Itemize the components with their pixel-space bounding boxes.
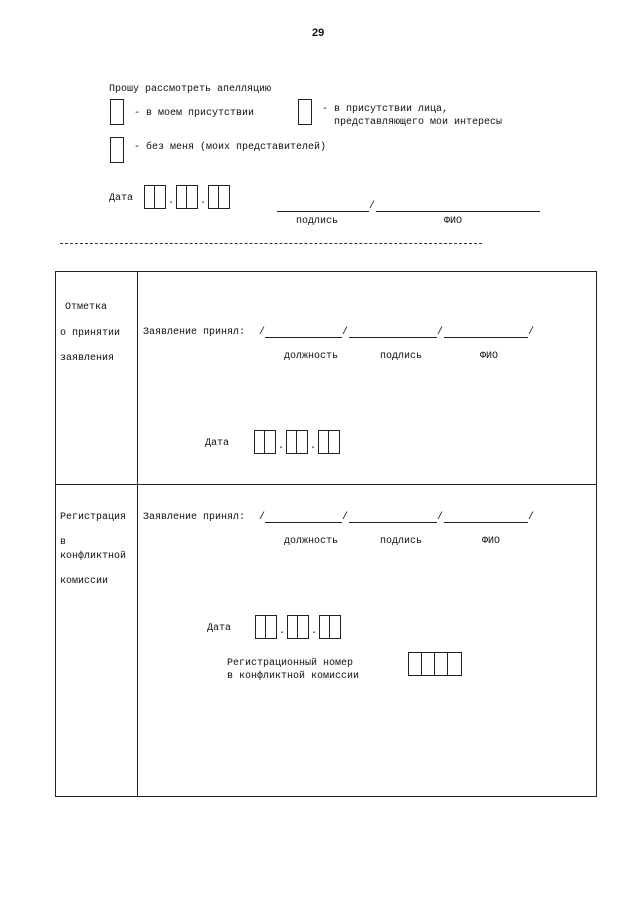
row2-slash-1: /	[259, 512, 266, 523]
row1-fio-line[interactable]	[444, 337, 528, 338]
row1-date-label: Дата	[205, 438, 230, 449]
date-month-cell-2[interactable]	[187, 185, 198, 209]
date-year-cell-2[interactable]	[219, 185, 230, 209]
row1-slash-1: /	[259, 327, 266, 338]
signature-line[interactable]	[277, 211, 369, 212]
reg-number-cell-1[interactable]	[409, 653, 422, 675]
row2-fio-line[interactable]	[444, 522, 528, 523]
row1-position-line[interactable]	[265, 337, 342, 338]
row2-date-separator: .	[278, 626, 285, 637]
date-year-cells[interactable]	[208, 185, 230, 209]
row2-date-year-cells[interactable]	[319, 615, 341, 639]
checkbox-without-me[interactable]	[110, 137, 124, 163]
row1-accepted-label: Заявление принял:	[143, 327, 246, 338]
row2-date-month-cell-1[interactable]	[287, 615, 298, 639]
row2-label-line2: в	[60, 537, 67, 548]
row1-fio-caption: ФИО	[480, 351, 499, 362]
row1-signature-line[interactable]	[349, 337, 437, 338]
row2-label-line4: комиссии	[60, 576, 109, 587]
page-number: 29	[312, 27, 325, 39]
row1-slash-3: /	[437, 327, 444, 338]
row2-fio-caption: ФИО	[482, 536, 501, 547]
row2-date-day-cells[interactable]	[255, 615, 277, 639]
date-day-cell-1[interactable]	[144, 185, 155, 209]
reg-number-label-line1: Регистрационный номер	[227, 658, 354, 669]
row2-date-year-cell-1[interactable]	[319, 615, 330, 639]
row2-signature-caption: подлись	[380, 536, 423, 547]
date-day-cells[interactable]	[144, 185, 166, 209]
row1-date-day-cell-2[interactable]	[265, 430, 276, 454]
signature-slash: /	[369, 201, 376, 212]
table-row-divider	[55, 484, 597, 485]
reg-number-label-line2: в конфликтной комиссии	[227, 671, 360, 682]
row1-label-line1: Отметка	[65, 302, 108, 313]
row2-position-caption: должность	[284, 536, 339, 547]
row1-date-day-cell-1[interactable]	[254, 430, 265, 454]
option-representative-label-line2: представляющего мои интересы	[334, 117, 503, 128]
option-without-me-label: - без меня (моих представителей)	[134, 142, 327, 153]
row1-date-separator: .	[309, 441, 316, 452]
row2-position-line[interactable]	[265, 522, 342, 523]
row2-date-field[interactable]	[255, 615, 341, 639]
row1-date-year-cells[interactable]	[318, 430, 340, 454]
reg-number-cell-3[interactable]	[435, 653, 448, 675]
row1-date-month-cell-2[interactable]	[297, 430, 308, 454]
date-field[interactable]	[144, 185, 230, 209]
date-month-cells[interactable]	[176, 185, 198, 209]
row2-slash-4: /	[528, 512, 535, 523]
row1-date-year-cell-1[interactable]	[318, 430, 329, 454]
fio-caption: ФИО	[444, 216, 463, 227]
row1-date-field[interactable]	[254, 430, 340, 454]
reg-number-cell-2[interactable]	[422, 653, 435, 675]
date-day-cell-2[interactable]	[155, 185, 166, 209]
row1-position-caption: должность	[284, 351, 339, 362]
row2-date-separator: .	[310, 626, 317, 637]
cut-line	[60, 243, 482, 244]
row1-slash-2: /	[342, 327, 349, 338]
row2-date-day-cell-1[interactable]	[255, 615, 266, 639]
row1-date-year-cell-2[interactable]	[329, 430, 340, 454]
table-column-divider	[137, 271, 138, 797]
checkbox-representative-presence[interactable]	[298, 99, 312, 125]
row1-label-line2: о принятии	[60, 328, 121, 339]
row1-date-month-cells[interactable]	[286, 430, 308, 454]
row2-date-day-cell-2[interactable]	[266, 615, 277, 639]
date-separator: .	[167, 196, 174, 207]
fio-line[interactable]	[376, 211, 540, 212]
row1-label-line3: заявления	[60, 353, 115, 364]
date-month-cell-1[interactable]	[176, 185, 187, 209]
row2-date-month-cells[interactable]	[287, 615, 309, 639]
row2-label-line3: конфликтной	[60, 551, 127, 562]
row1-date-separator: .	[277, 441, 284, 452]
row2-label-line1: Регистрация	[60, 512, 127, 523]
reg-number-cell-4[interactable]	[448, 653, 461, 675]
request-heading: Прошу рассмотреть апелляцию	[109, 84, 272, 95]
row2-accepted-label: Заявление принял:	[143, 512, 246, 523]
option-representative-label-line1: - в присутствии лица,	[322, 104, 449, 115]
row2-date-month-cell-2[interactable]	[298, 615, 309, 639]
date-label: Дата	[109, 193, 134, 204]
row2-date-label: Дата	[207, 623, 232, 634]
row1-date-day-cells[interactable]	[254, 430, 276, 454]
row2-slash-2: /	[342, 512, 349, 523]
row2-signature-line[interactable]	[349, 522, 437, 523]
row2-slash-3: /	[437, 512, 444, 523]
checkbox-in-my-presence[interactable]	[110, 99, 124, 125]
row2-date-year-cell-2[interactable]	[330, 615, 341, 639]
row1-date-month-cell-1[interactable]	[286, 430, 297, 454]
reg-number-field[interactable]	[408, 652, 462, 676]
row1-signature-caption: подлись	[380, 351, 423, 362]
option-in-my-presence-label: - в моем присутствии	[134, 108, 255, 119]
row1-slash-4: /	[528, 327, 535, 338]
signature-caption: подлись	[296, 216, 339, 227]
date-year-cell-1[interactable]	[208, 185, 219, 209]
date-separator: .	[199, 196, 206, 207]
